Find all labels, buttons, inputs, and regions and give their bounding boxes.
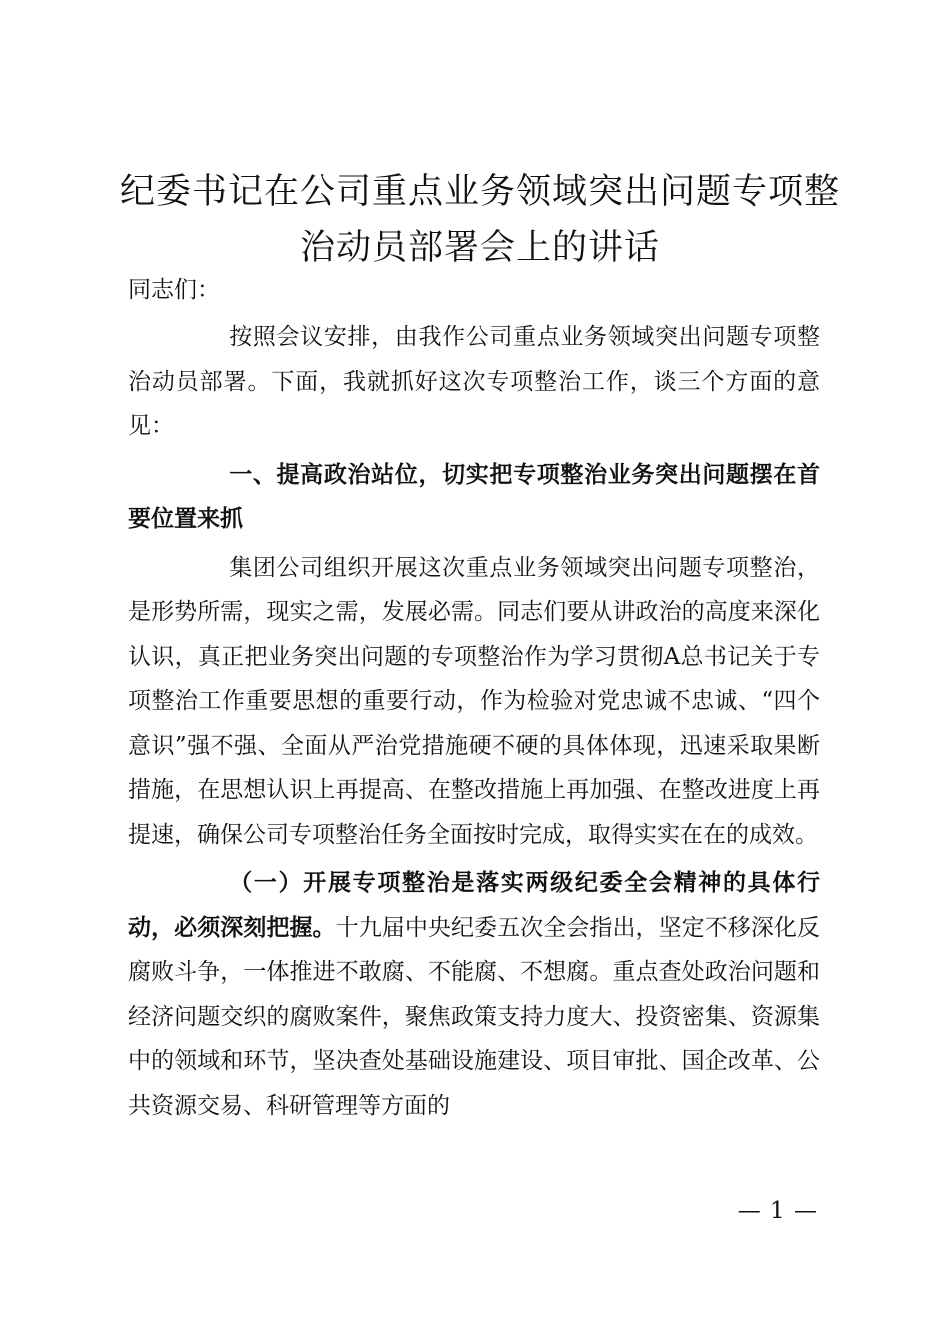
subsection-1-heading: （一）开展专项整治是落实两级纪委全会精神的具体行动，必须深刻把握。	[128, 869, 820, 941]
intro-paragraph: 按照会议安排，由我作公司重点业务领域突出问题专项整治动员部署。下面，我就抓好这次专项整治工作，谈三个方面的意见：	[128, 324, 820, 439]
page-number: — 1 —	[737, 1198, 818, 1224]
subsection-1-text: 十九届中央纪委五次全会指出，坚定不移深化反腐败斗争，一体推进不敢腐、不能腐、不想腐。重点查处政治问题和经济问题交织的腐败案件，聚焦政策支持力度大、投资密集、资源集中的领域和环节，坚决查处基础设施建设、项目审批、国企改革、公共资源交易、科研管理等方面的	[128, 914, 821, 1119]
section-1-heading: 一、提高政治站位，切实把专项整治业务突出问题摆在首要位置来抓	[128, 461, 820, 532]
document-body	[128, 315, 820, 1128]
document-title: 纪委书记在公司重点业务领域突出问题专项整治动员部署会上的讲话	[120, 172, 841, 268]
section-1-paragraph: 集团公司组织开展这次重点业务领域突出问题专项整治，是形势所需，现实之需，发展必需。同志们要从讲政治的高度来深化认识，真正把业务突出问题的专项整治作为学习贯彻A总书记关于专项整治工作重要思想的重要行动，作为检验对党忠诚不忠诚、“四个意识”强不强、全面从严治党措施硬不硬的具体体现，迅速采取果断措施，在思想认识上再提高、在整改措施上再加强、在整改进度上再提速，确保公司专项整治任务全面按时完成，取得实实在在的成效。	[128, 554, 820, 848]
subsection-1-paragraph	[128, 861, 820, 1128]
salutation: 同志们：	[128, 277, 220, 303]
